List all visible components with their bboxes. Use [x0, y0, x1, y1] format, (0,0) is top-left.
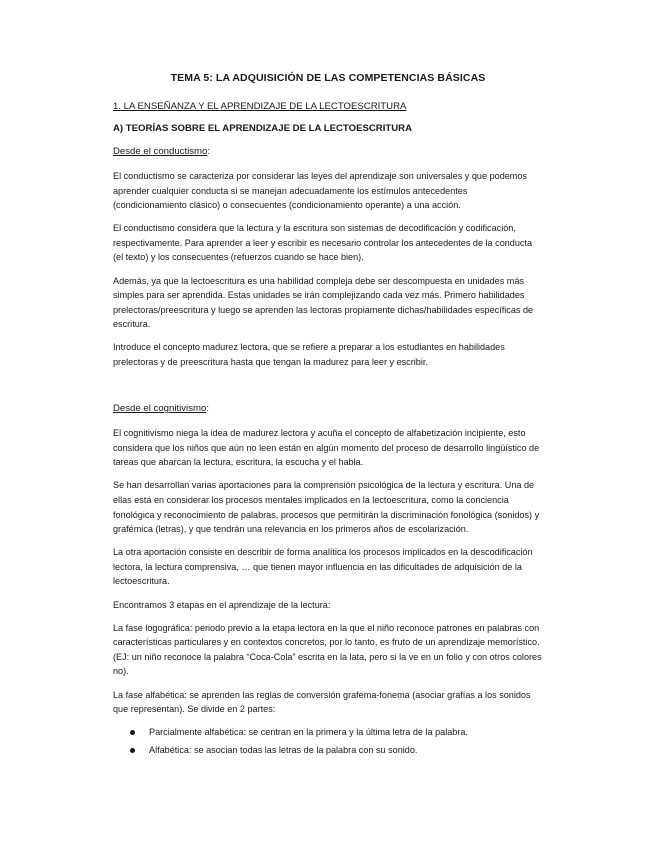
subheading-cognitivismo-text: Desde el cognitivismo [113, 403, 207, 415]
bullet-icon [130, 748, 135, 753]
subheading-cognitivismo-colon: : [206, 403, 209, 415]
paragraph: Se han desarrollan varias aportaciones para la comprensión psicológica de la lectura y escritura. Una de ellas está en considerar los procesos mentales implicados en la lectoescritura, como la conciencia fonológica y reconocimiento de palabras, procesos que permitirán la discriminación fonológica (sonidos) y grafémica (letras), y que tendrán una relevancia en los primeros años de escolarización. [113, 480, 540, 535]
subheading-cognitivismo [113, 403, 543, 414]
list-item-text: Alfabética: se asocian todas las letras de la palabra con su sonido. [149, 744, 418, 755]
paragraph: La fase logográfica: periodo previo a la etapa lectora en la que el niño reconoce patrones en palabras con características particulares y en contextos concretos, por lo tanto, es fruto de un aprendizaje memorístico. (EJ: un niño reconoce la palabra “Coca-Cola” escrita en la lata, pero si la ve en un folio y con otros colores no). [113, 622, 542, 677]
subheading-conductismo-colon: : [207, 146, 211, 157]
subheading-conductismo-text: Desde el conductismo [113, 146, 208, 157]
spacer [113, 378, 543, 403]
paragraph: El conductismo se caracteriza por considerar las leyes del aprendizaje son universales y que podemos aprender cualquier conducta si se manejan adecuadamente los estímulos antecedentes (condicionamiento clásico) o consecuentes (condicionamiento operante) a una acción. [113, 171, 527, 211]
list-item [113, 743, 543, 758]
section-heading-1: 1. LA ENSEÑANZA Y EL APRENDIZAJE DE LA LECTOESCRITURA [113, 101, 407, 112]
paragraph: La fase alfabética: se aprenden las reglas de conversión grafema-fonema (asociar grafías a los sonidos que representan). Se divide en 2 partes: [113, 689, 531, 715]
paragraph: Además, ya que la lectoescritura es una habilidad compleja debe ser descompuesta en unidades más simples para ser aprendida. Estas unidades se irán complejizando cada vez más. Primero habilidades prelectoras/preescritura y luego se aprenden las lectoras propiamente dichas/habilidades específicas de escritura. [113, 275, 534, 330]
section-heading-a: A) TEORÍAS SOBRE EL APRENDIZAJE DE LA LECTOESCRITURA [113, 123, 413, 134]
document-page [113, 72, 543, 760]
list-item [113, 725, 543, 740]
paragraph: Introduce el concepto madurez lectora, que se refiere a preparar a los estudiantes en habilidades prelectoras y de preescritura hasta que tengan la madurez para leer y escribir. [113, 342, 505, 368]
document-title: TEMA 5: LA ADQUISICIÓN DE LAS COMPETENCIAS BÁSICAS [170, 72, 486, 84]
paragraph: El cognitivismo niega la idea de madurez lectora y acuña el concepto de alfabetización incipiente, esto considera que los niños que aún no leen están en algún momento del proceso de desarrollo lingüístico de tareas que abarcan la lectura, escritura, la escucha y el habla. [113, 428, 540, 468]
paragraph: Encontramos 3 etapas en el aprendizaje de la lectura: [113, 599, 331, 610]
paragraph: El conductismo considera que la lectura y la escritura son sistemas de decodificación y codificación, respectivamente. Para aprender a leer y escribir es necesario controlar los antecedentes de la conducta (el texto) y los consecuentes (refuerzos cuando se hace bien). [113, 223, 533, 263]
subheading-conductismo [113, 146, 543, 157]
list-item-text: Parcialmente alfabética: se centran en la primera y la última letra de la palabra. [149, 727, 468, 738]
bullet-list [113, 725, 543, 757]
paragraph: La otra aportación consiste en describir de forma analítica los procesos implicados en la descodificación lectora, la lectura comprensiva, … que tienen mayor influencia en las dificultades de adquisición de la lectoescritura. [113, 547, 533, 587]
bullet-icon [130, 730, 135, 735]
